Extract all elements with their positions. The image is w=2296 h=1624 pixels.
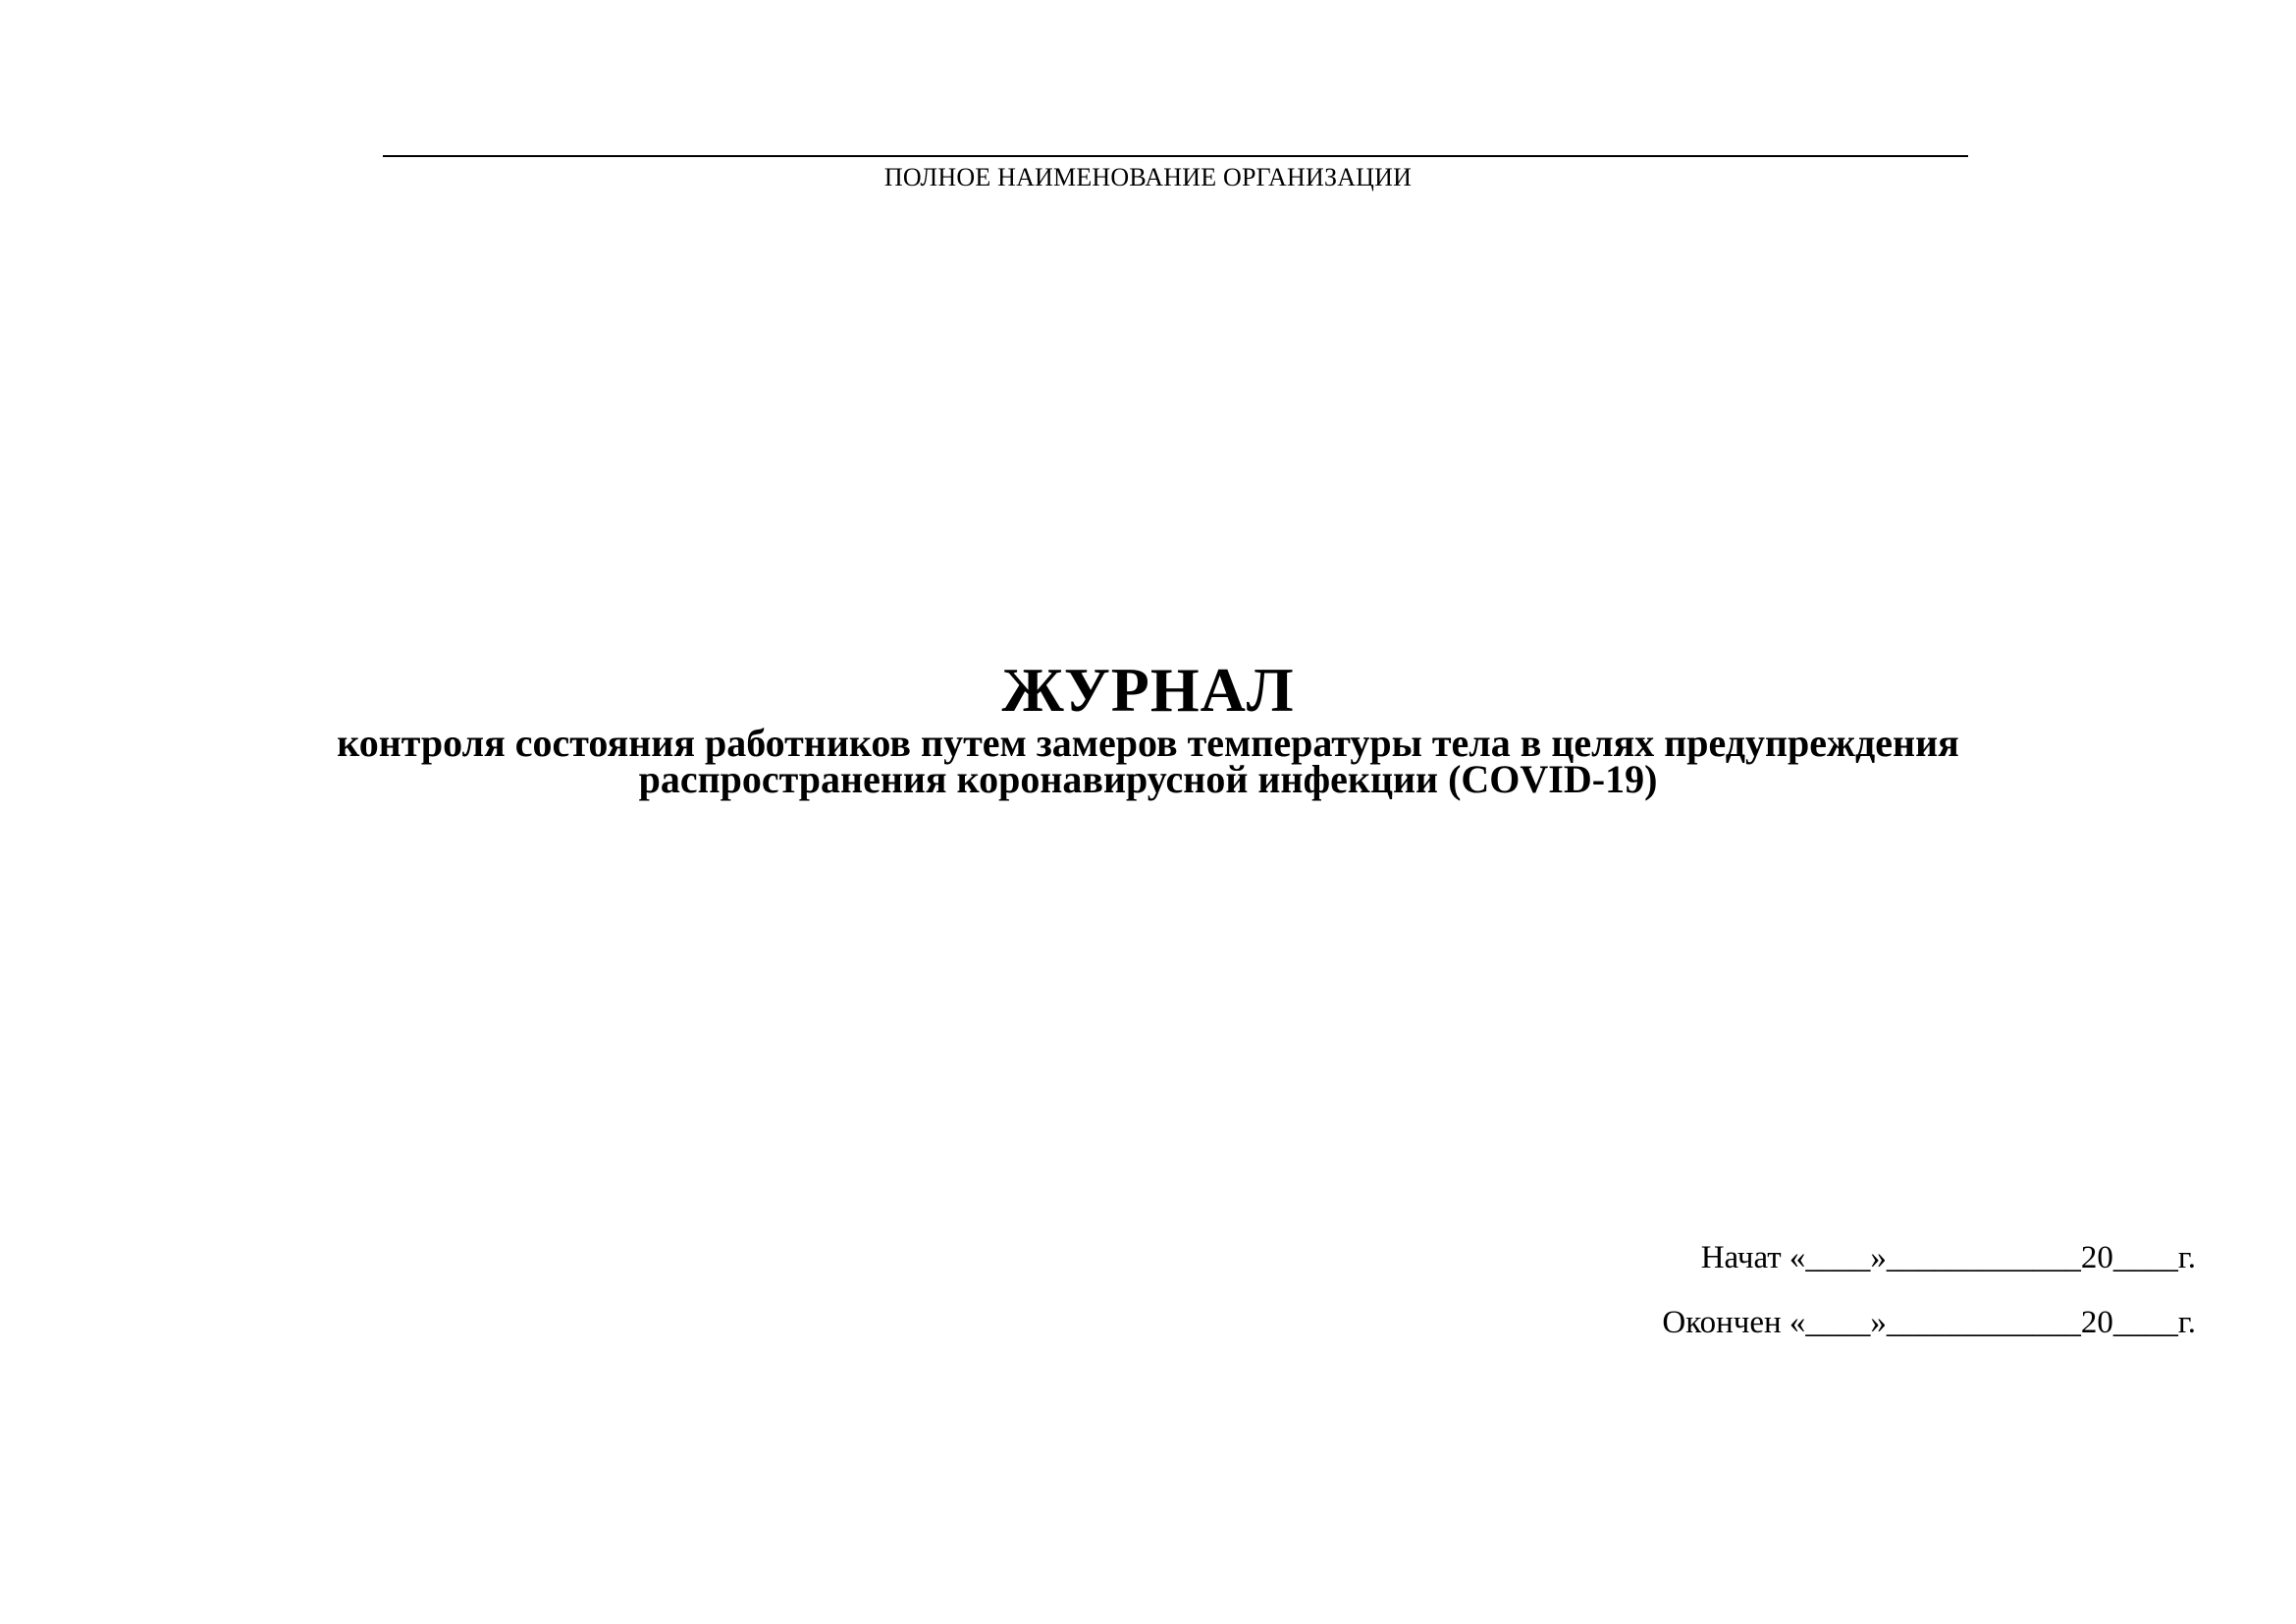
organization-name-line: [383, 155, 1968, 157]
document-subtitle-line-2: распространения коронавирусной инфекции (COVID-19): [638, 757, 1658, 801]
organization-name-caption: ПОЛНОЕ НАИМЕНОВАНИЕ ОРГАНИЗАЦИИ: [883, 163, 1413, 191]
document-subtitle-line-1: контроля состояния работников путем замеров температуры тела в целях предупреждения: [337, 721, 1959, 765]
document-title: ЖУРНАЛ: [1001, 655, 1295, 725]
started-date-field: Начат «____»____________20____г.: [1700, 1240, 2196, 1275]
finished-date-field: Окончен «____»____________20____г.: [1662, 1305, 2196, 1340]
title-block: [0, 653, 2296, 800]
journal-dates: [1662, 1225, 2196, 1355]
